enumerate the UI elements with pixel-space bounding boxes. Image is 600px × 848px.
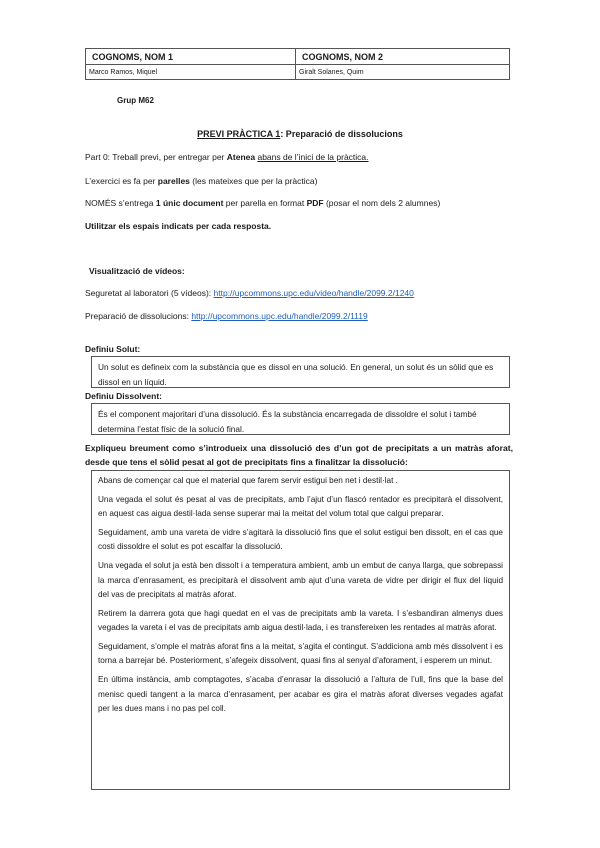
name2-value: Giralt Solanes, Quim	[296, 65, 510, 80]
single-document-line	[85, 198, 440, 208]
safety-videos-line	[85, 288, 414, 298]
name2-header: COGNOMS, NOM 2	[296, 49, 510, 65]
name1-header: COGNOMS, NOM 1	[86, 49, 296, 65]
name1-value: Marco Ramos, Miquel	[86, 65, 296, 80]
part0-line	[85, 152, 369, 162]
videos-heading: Visualització de vídeos:	[89, 266, 185, 276]
procedure-step: Una vegada el solut és pesat al vas de precipitats, amb l’ajut d’un flascó rentador es precipitarà el dissolvent, en aquest cas aigua destil·lada sense superar mai la meitat del volum total que calgui preparar.	[98, 494, 503, 519]
dilution-question: Expliqueu breument como s’introdueix una dissolució des d’un got de precipitats a un matràs aforat, desde que tens el sòlid pesat al got de precipitats fins a finalitzar la dissolució:	[85, 443, 513, 467]
title-main: PREVI PRÀCTICA 1	[197, 129, 281, 139]
procedure-step: Una vegada el solut ja està ben dissolt i a temperatura ambient, amb un embut de canya llarga, que sobrepassi la marca d’enrasament, es precipitarà el dissolvent amb ajut d’una vareta de vidre per dirigir el flux del líquid del vas de precipitats al matràs aforat.	[98, 561, 503, 600]
procedure-step: Seguidament, s’omple el matràs aforat fins a la meitat, s’agita el contingut. S’addiciona amb més dissolvent i es torna a barrejar bé. Posteriorment, s’afegeix dissolvent, quasi fins al senyal d’aforament, i esperem un minut.	[98, 641, 503, 666]
only-middle: per parella en format	[223, 198, 307, 208]
procedure-step: Abans de començar cal que el material que farem servir estigui ben net i destil·lat .	[98, 476, 398, 485]
only-suffix: (posar el nom dels 2 alumnes)	[323, 198, 441, 208]
part0-bold: Atenea	[226, 152, 256, 162]
use-spaces-note: Utilitzar els espais indicats per cada resposta.	[85, 221, 272, 231]
page-title	[0, 129, 600, 139]
solute-answer-box[interactable]: Un solut es defineix com la substància que es dissol en una solució. En general, un solut és un sòlid que es dissol en un líquid.	[91, 356, 510, 388]
pairs-prefix: L’exercici es fa per	[85, 176, 158, 186]
prep-videos-link[interactable]: http://upcommons.upc.edu/handle/2099.2/1119	[191, 311, 368, 321]
safety-videos-link[interactable]: http://upcommons.upc.edu/video/handle/2099.2/1240	[213, 288, 414, 298]
prep-videos-line	[85, 311, 368, 321]
solute-label: Definiu Solut:	[85, 344, 141, 354]
pairs-line	[85, 176, 317, 186]
only-bold1: 1 únic document	[155, 198, 224, 208]
procedure-answer-box[interactable]	[91, 470, 510, 790]
pairs-bold: parelles	[157, 176, 190, 186]
title-rest: : Preparació de dissolucions	[280, 129, 403, 139]
part0-deadline: abans de l’inici de la pràctica.	[257, 152, 369, 162]
group-label: Grup M62	[117, 96, 154, 105]
safety-label: Seguretat al laboratori (5 vídeos):	[85, 288, 214, 298]
part0-prefix: Part 0: Treball previ, per entregar per	[85, 152, 227, 162]
only-bold2: PDF	[306, 198, 324, 208]
only-prefix: NOMÉS s’entrega	[85, 198, 156, 208]
student-names-table	[85, 48, 510, 80]
procedure-step: Retirem la darrera gota que hagi quedat en el vas de precipitats amb la vareta. I s’esbandiran almenys dues vegades la vareta i el vas de precipitats amb aigua destil·lada, i es transfereixen les rentades al matràs aforat.	[98, 608, 503, 633]
procedure-step: Seguidament, amb una vareta de vidre s’agitarà la dissolució fins que el solut estigui ben dissolt, en el cas que costi dissoldre el solut es pot escalfar la dissolució.	[98, 527, 503, 552]
prep-label: Preparació de dissolucions:	[85, 311, 192, 321]
solvent-label: Definiu Dissolvent:	[85, 391, 162, 401]
procedure-step: En última instància, amb comptagotes, s’acaba d’enrasar la dissolució a l’altura de l’ull, fins que la base del menisc quedi tangent a la marca d’enrasament, per acabar es gira el matràs aforat diverses vegades agafat per les dues mans i no pas pel coll.	[98, 675, 503, 714]
solvent-answer-box[interactable]: És el component majoritari d’una dissolució. És la substància encarregada de dissoldre el solut i també determina l’estat físic de la solució final.	[91, 403, 510, 435]
pairs-suffix: (les mateixes que per la pràctica)	[189, 176, 318, 186]
